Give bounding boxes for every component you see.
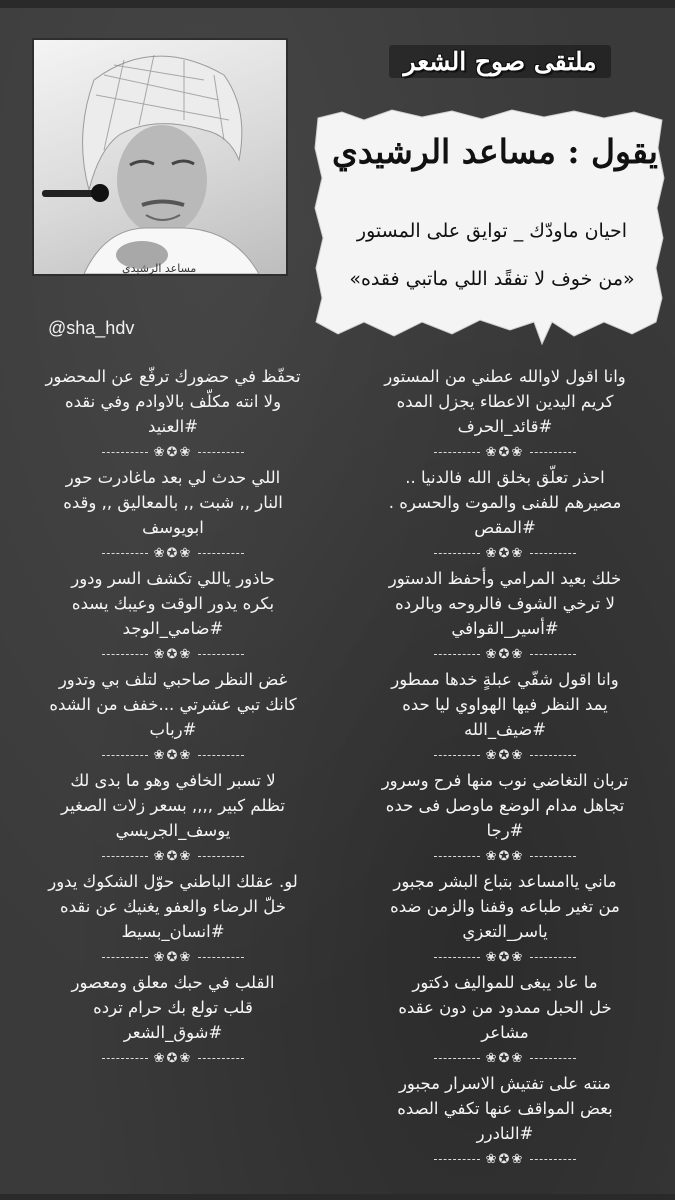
verse-line: وانا اقول لاوالله عطني من المستور	[384, 367, 626, 386]
separator-ornament: ❀✪❀	[153, 1050, 193, 1066]
verse-block	[346, 566, 664, 641]
verse-line: قلب تولع بك حرام ترده	[93, 998, 253, 1017]
verse-line: لو. عقلك الباطني حوّل الشكوك يدور	[48, 872, 298, 891]
verse-line: بعض المواقف عنها تكفي الصده	[397, 1099, 613, 1118]
verse-block	[346, 768, 664, 843]
separator-ornament: ❀✪❀	[485, 545, 525, 561]
verse-line: مصيرهم للفنى والموت والحسره .	[388, 493, 622, 512]
forum-title-bar	[350, 36, 650, 86]
verse-line: من تغير طباعه وقفنا والزمن ضده	[390, 897, 620, 916]
verse-block	[14, 364, 332, 439]
verse-line: احذر تعلّق بخلق الله فالدنيا ..	[405, 468, 605, 487]
verse-line: كريم اليدين الاعطاء يجزل المده	[396, 392, 614, 411]
separator	[14, 439, 332, 465]
separator-ornament: ❀✪❀	[485, 1151, 525, 1167]
verse-author: #ضيف_الله	[463, 720, 547, 739]
separator-ornament: ❀✪❀	[153, 545, 193, 561]
verse-block	[346, 667, 664, 742]
separator	[346, 439, 664, 465]
verse-line: كانك تبي عشرتي ...خفف من الشده	[49, 695, 297, 714]
verse-author: ياسر_التعزي	[462, 922, 548, 941]
verse-block	[346, 970, 664, 1045]
top-border	[0, 0, 675, 8]
verse-block	[14, 970, 332, 1045]
account-handle: @sha_hdv	[48, 318, 135, 338]
verse-line: تربان التغاضي نوب منها فرح وسرور	[381, 771, 629, 790]
separator-ornament: ❀✪❀	[153, 848, 193, 864]
separator	[346, 641, 664, 667]
separator-ornament: ❀✪❀	[485, 747, 525, 763]
verse-line: منته على تفتيش الاسرار مجبور	[398, 1074, 612, 1093]
separator	[346, 944, 664, 970]
separator	[346, 540, 664, 566]
verse-author: #قائد_الحرف	[457, 417, 553, 436]
verse-author: #رباب	[149, 720, 197, 739]
verse-block	[346, 869, 664, 944]
left-poem-column	[14, 364, 332, 1071]
verse-author: مشاعر	[481, 1023, 529, 1042]
verse-block	[14, 465, 332, 540]
intro-verse-line-1: احيان ماودّك _ توايق على المستور	[356, 220, 628, 242]
verse-author: #المقص	[474, 518, 536, 537]
verse-author: #شوق_الشعر	[123, 1023, 223, 1042]
verse-line: وانا اقول شفّي عبلةٍ خدها ممطور	[391, 670, 619, 689]
verse-block	[14, 768, 332, 843]
verse-line: بكره يدور الوقت وعيبك يسده	[71, 594, 275, 613]
separator	[14, 944, 332, 970]
separator-ornament: ❀✪❀	[485, 646, 525, 662]
verse-block	[14, 869, 332, 944]
verse-block	[346, 1071, 664, 1146]
verse-author: #العنيد	[148, 417, 199, 436]
verse-line: ماني ياامساعد بتباع البشر مجبور	[393, 872, 617, 891]
verse-author: ابويوسف	[142, 518, 204, 537]
right-poem-column	[346, 364, 664, 1172]
verse-line: خلّ الرضاء والعفو يغنيك عن نقده	[60, 897, 286, 916]
verse-line: خلك بعيد المرامي وأحفظ الدستور	[388, 569, 622, 588]
separator	[14, 540, 332, 566]
verse-line: تحفّظ في حضورك ترفّع عن المحضور	[45, 367, 301, 386]
separator-ornament: ❀✪❀	[485, 1050, 525, 1066]
separator	[14, 843, 332, 869]
portrait-illustration	[34, 40, 286, 274]
verse-author: يوسف_الجريسي	[115, 821, 231, 840]
verse-block	[14, 667, 332, 742]
separator	[346, 1146, 664, 1172]
separator-ornament: ❀✪❀	[153, 444, 193, 460]
separator	[346, 742, 664, 768]
verse-author: #النادرر	[476, 1124, 534, 1143]
verse-line: خل الحبل ممدود من دون عقده	[398, 998, 612, 1017]
separator-ornament: ❀✪❀	[485, 949, 525, 965]
portrait-caption: مساعد الرشيدي	[122, 262, 197, 274]
separator-ornament: ❀✪❀	[485, 848, 525, 864]
verse-block	[346, 465, 664, 540]
verse-line: حاذور ياللي تكشف السر ودور	[71, 569, 275, 588]
separator-ornament: ❀✪❀	[153, 949, 193, 965]
verse-line: اللي حدث لي بعد ماغادرت حور	[65, 468, 281, 487]
torn-paper-card	[312, 108, 668, 348]
poet-portrait	[34, 40, 286, 274]
intro-verse-line-2: «من خوف لا تفقًد اللي ماتبي فقده»	[349, 268, 635, 290]
verse-line: القلب في حبك معلق ومعصور	[71, 973, 275, 992]
forum-title: ملتقى صوح الشعر	[389, 45, 610, 78]
separator	[14, 1045, 332, 1071]
verse-author: #رجا	[486, 821, 524, 840]
verse-line: غض النظر صاحبي لتلف بي وتدور	[58, 670, 288, 689]
separator-ornament: ❀✪❀	[485, 444, 525, 460]
verse-line: ما عاد يبغى للمواليف دكتور	[412, 973, 598, 992]
verse-line: النار ,, شبت ,, بالمعاليق ,, وقده	[63, 493, 283, 512]
verse-author: #انسان_بسيط	[121, 922, 225, 941]
separator	[14, 742, 332, 768]
separator	[346, 843, 664, 869]
separator	[346, 1045, 664, 1071]
verse-line: لا ترخي الشوف فالروحه وبالرده	[395, 594, 615, 613]
separator-ornament: ❀✪❀	[153, 646, 193, 662]
verse-line: تجاهل مدام الوضع ماوصل فى حده	[385, 796, 625, 815]
verse-block	[14, 566, 332, 641]
verse-line: يمد النظر فيها الهواوي ليا حده	[402, 695, 608, 714]
separator-ornament: ❀✪❀	[153, 747, 193, 763]
verse-author: #ضامي_الوجد	[122, 619, 224, 638]
verse-author: #أسير_القوافي	[451, 619, 559, 638]
speaker-line: يقول : مساعد الرشيدي	[332, 132, 658, 171]
verse-block	[346, 364, 664, 439]
bottom-border	[0, 1194, 675, 1200]
separator	[14, 641, 332, 667]
verse-line: تظلم كبير ,,,, بسعر زلات الصغير	[61, 796, 285, 815]
verse-line: ولا انته مكلّف بالاوادم وفي نقده	[64, 392, 282, 411]
verse-line: لا تسبر الخافي وهو ما بدى لك	[70, 771, 276, 790]
